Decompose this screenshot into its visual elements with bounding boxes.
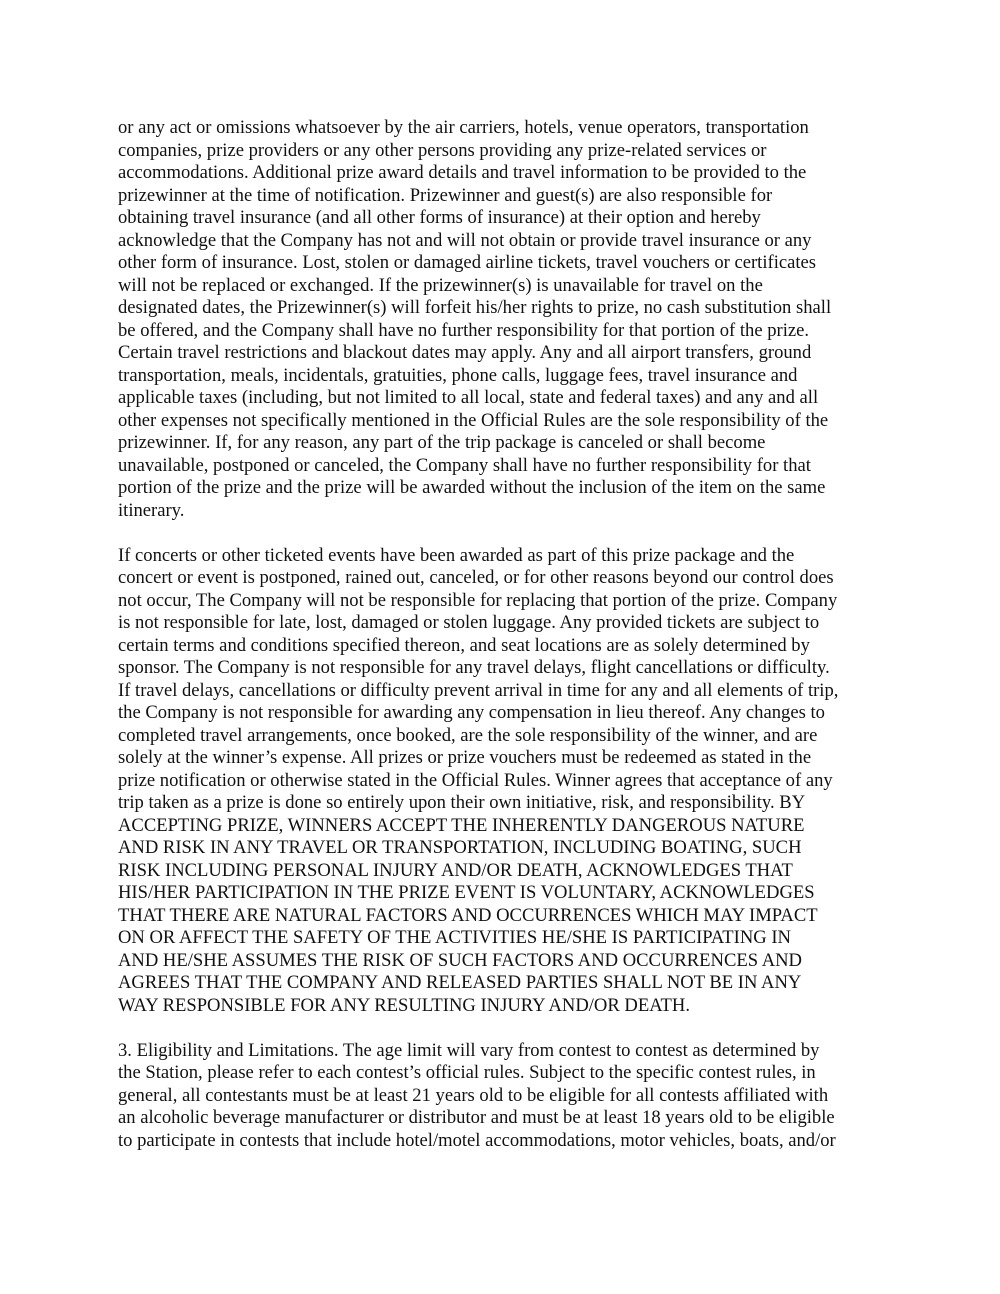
text-line: prizewinner at the time of notification. Prizewinner and guest(s) are also responsible for — [118, 184, 773, 206]
text-line: general, all contestants must be at least 21 years old to be eligible for all contests affiliated with — [118, 1084, 829, 1106]
text-line: If concerts or other ticketed events have been awarded as part of this prize package and the — [118, 544, 795, 566]
text-line: prizewinner. If, for any reason, any part of the trip package is canceled or shall become — [118, 432, 766, 453]
text-line: trip taken as a prize is done so entirely upon their own initiative, risk, and responsibility. BY — [118, 792, 806, 813]
text-line: other expenses not specifically mentioned in the Official Rules are the sole responsibility of the — [118, 409, 829, 431]
text-line: obtaining travel insurance (and all other forms of insurance) at their option and hereby — [118, 207, 761, 228]
text-line: is not responsible for late, lost, damaged or stolen luggage. Any provided tickets are subject to — [118, 612, 820, 633]
text-line: sponsor. The Company is not responsible for any travel delays, flight cancellations or difficulty. — [118, 657, 830, 678]
text-line: unavailable, postponed or canceled, the Company shall have no further responsibility for that — [118, 454, 811, 476]
text-line: companies, prize providers or any other persons providing any prize-related services or — [118, 139, 767, 161]
text-line: concert or event is postponed, rained out, canceled, or for other reasons beyond our control does — [118, 567, 834, 588]
text-line: AGREES THAT THE COMPANY AND RELEASED PARTIES SHALL NOT BE IN ANY — [118, 972, 802, 993]
text-line: portion of the prize and the prize will be awarded without the inclusion of the item on the same — [118, 477, 826, 498]
text-line: completed travel arrangements, once booked, are the sole responsibility of the winner, and are — [118, 724, 818, 746]
text-line: ACCEPTING PRIZE, WINNERS ACCEPT THE INHERENTLY DANGEROUS NATURE — [118, 814, 805, 836]
text-line: HIS/HER PARTICIPATION IN THE PRIZE EVENT IS VOLUNTARY, ACKNOWLEDGES — [118, 882, 815, 903]
paragraph — [118, 117, 886, 522]
text-line: an alcoholic beverage manufacturer or distributor and must be at least 18 years old to be eligible — [118, 1107, 835, 1128]
text-line: RISK INCLUDING PERSONAL INJURY AND/OR DEATH, ACKNOWLEDGES THAT — [118, 859, 793, 881]
text-line: THAT THERE ARE NATURAL FACTORS AND OCCURRENCES WHICH MAY IMPACT — [118, 904, 818, 926]
text-line: AND HE/SHE ASSUMES THE RISK OF SUCH FACTORS AND OCCURRENCES AND — [118, 949, 802, 971]
text-line: solely at the winner’s expense. All prizes or prize vouchers must be redeemed as stated in the — [118, 747, 812, 768]
text-line: certain terms and conditions specified thereon, and seat locations are as solely determined by — [118, 634, 810, 656]
text-line: applicable taxes (including, but not limited to all local, state and federal taxes) and any and all — [118, 387, 819, 408]
text-line: Certain travel restrictions and blackout dates may apply. Any and all airport transfers, ground — [118, 342, 812, 363]
text-line: accommodations. Additional prize award details and travel information to be provided to the — [118, 162, 807, 183]
text-line: ON OR AFFECT THE SAFETY OF THE ACTIVITIES HE/SHE IS PARTICIPATING IN — [118, 927, 791, 948]
text-line: 3. Eligibility and Limitations. The age limit will vary from contest to contest as determined by — [118, 1039, 820, 1061]
text-line: the Station, please refer to each contest’s official rules. Subject to the specific contest rules, in — [118, 1062, 816, 1083]
text-line: the Company is not responsible for awarding any compensation in lieu thereof. Any changes to — [118, 702, 825, 723]
text-line: be offered, and the Company shall have no further responsibility for that portion of the prize. — [118, 319, 810, 341]
text-line: to participate in contests that include hotel/motel accommodations, motor vehicles, boats, and/or — [118, 1129, 836, 1151]
paragraph — [118, 545, 886, 1018]
text-line: designated dates, the Prizewinner(s) will forfeit his/her rights to prize, no cash substitution shall — [118, 297, 832, 318]
text-line: will not be replaced or exchanged. If the prizewinner(s) is unavailable for travel on the — [118, 274, 763, 296]
text-line: transportation, meals, incidentals, gratuities, phone calls, luggage fees, travel insurance and — [118, 364, 798, 386]
text-line: AND RISK IN ANY TRAVEL OR TRANSPORTATION, INCLUDING BOATING, SUCH — [118, 837, 802, 858]
text-line: itinerary. — [118, 499, 185, 521]
text-line: not occur, The Company will not be responsible for replacing that portion of the prize. Company — [118, 589, 838, 611]
text-line: or any act or omissions whatsoever by the air carriers, hotels, venue operators, transportation — [118, 117, 809, 138]
text-line: If travel delays, cancellations or difficulty prevent arrival in time for any and all elements of trip, — [118, 679, 839, 701]
text-line: other form of insurance. Lost, stolen or damaged airline tickets, travel vouchers or certificates — [118, 252, 817, 273]
text-line: acknowledge that the Company has not and will not obtain or provide travel insurance or any — [118, 229, 812, 251]
text-line: WAY RESPONSIBLE FOR ANY RESULTING INJURY AND/OR DEATH. — [118, 994, 690, 1016]
document-body — [118, 117, 886, 1152]
paragraph — [118, 1040, 886, 1153]
text-line: prize notification or otherwise stated in the Official Rules. Winner agrees that acceptance of any — [118, 769, 833, 791]
